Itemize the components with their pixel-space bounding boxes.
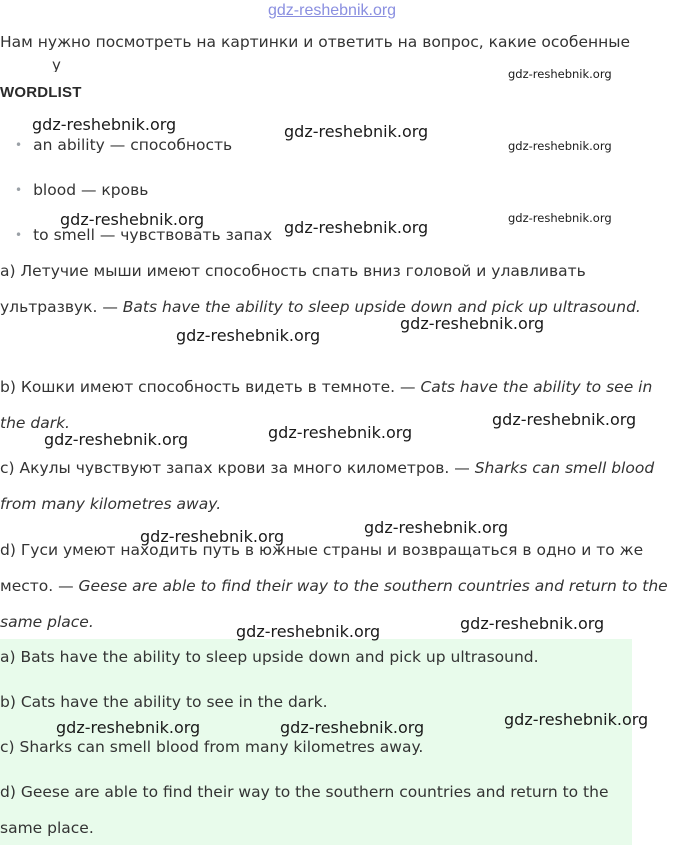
intro-text: Нам нужно посмотреть на картинки и ответить на вопрос, какие особенные bbox=[0, 33, 631, 51]
paragraph-ru-text: c) Акулы чувствуют запах крови за много километров. — bbox=[0, 459, 475, 477]
answer-line: a) Bats have the ability to sleep upside down and pick up ultrasound. bbox=[0, 648, 539, 666]
watermark-text: gdz-reshebnik.org bbox=[56, 718, 201, 737]
wordlist-item-text: blood — кровь bbox=[33, 181, 149, 199]
watermark-text: gdz-reshebnik.org bbox=[280, 718, 425, 737]
watermark-text: gdz-reshebnik.org bbox=[504, 710, 649, 729]
site-watermark-link[interactable]: gdz-reshebnik.org bbox=[268, 2, 397, 19]
answer-line: d) Geese are able to find their way to the southern countries and return to the same place. bbox=[0, 783, 609, 837]
watermark-text: gdz-reshebnik.org bbox=[236, 622, 381, 641]
paragraph-en-text: Geese are able to find their way to the southern countries and return to the same place. bbox=[0, 577, 668, 631]
watermark-text: gdz-reshebnik.org bbox=[508, 211, 612, 225]
watermark-text: gdz-reshebnik.org bbox=[268, 423, 413, 442]
watermark-text: gdz-reshebnik.org bbox=[176, 326, 321, 345]
watermark-text: gdz-reshebnik.org bbox=[32, 115, 177, 134]
watermark-text: gdz-reshebnik.org bbox=[284, 122, 429, 141]
bullet-icon: • bbox=[15, 228, 23, 242]
watermark-text: gdz-reshebnik.org bbox=[364, 518, 509, 537]
intro-cutoff-text: у bbox=[52, 56, 61, 72]
wordlist-item-text: to smell — чувствовать запах bbox=[33, 226, 273, 244]
watermark-text: gdz-reshebnik.org bbox=[460, 614, 605, 633]
watermark-text: gdz-reshebnik.org bbox=[492, 410, 637, 429]
watermark-text: gdz-reshebnik.org bbox=[140, 527, 285, 546]
wordlist-item bbox=[15, 181, 148, 199]
answer-line: b) Cats have the ability to see in the dark. bbox=[0, 693, 328, 711]
paragraph-ru-text: b) Кошки имеют способность видеть в темноте. — bbox=[0, 378, 421, 396]
watermark-text: gdz-reshebnik.org bbox=[60, 210, 205, 229]
watermark-text: gdz-reshebnik.org bbox=[508, 139, 612, 153]
bullet-icon: • bbox=[15, 138, 23, 152]
translation-paragraph-c bbox=[0, 450, 672, 522]
paragraph-ru-text: a) Летучие мыши имеют способность спать вниз головой и улавливать ультразвук. — bbox=[0, 262, 586, 316]
watermark-text: gdz-reshebnik.org bbox=[284, 218, 429, 237]
watermark-text: gdz-reshebnik.org bbox=[400, 314, 545, 333]
answer-line: c) Sharks can smell blood from many kilometres away. bbox=[0, 738, 424, 756]
translation-paragraph-a bbox=[0, 253, 672, 325]
wordlist-item bbox=[15, 136, 232, 154]
watermark-text: gdz-reshebnik.org bbox=[508, 67, 612, 81]
answer-box bbox=[0, 639, 632, 845]
paragraph-en-text: Cats have the ability to see in the dark. bbox=[0, 378, 653, 432]
bullet-icon: • bbox=[15, 183, 23, 197]
paragraph-en-text: Bats have the ability to sleep upside down and pick up ultrasound. bbox=[122, 298, 641, 316]
watermark-text: gdz-reshebnik.org bbox=[44, 430, 189, 449]
paragraph-ru-text: d) Гуси умеют находить путь в южные страны и возвращаться в одно и то же место. — bbox=[0, 541, 644, 595]
wordlist-heading: WORDLIST bbox=[0, 84, 82, 101]
wordlist-item-text: an ability — способность bbox=[33, 136, 233, 154]
paragraph-en-text: Sharks can smell blood from many kilometres away. bbox=[0, 459, 655, 513]
